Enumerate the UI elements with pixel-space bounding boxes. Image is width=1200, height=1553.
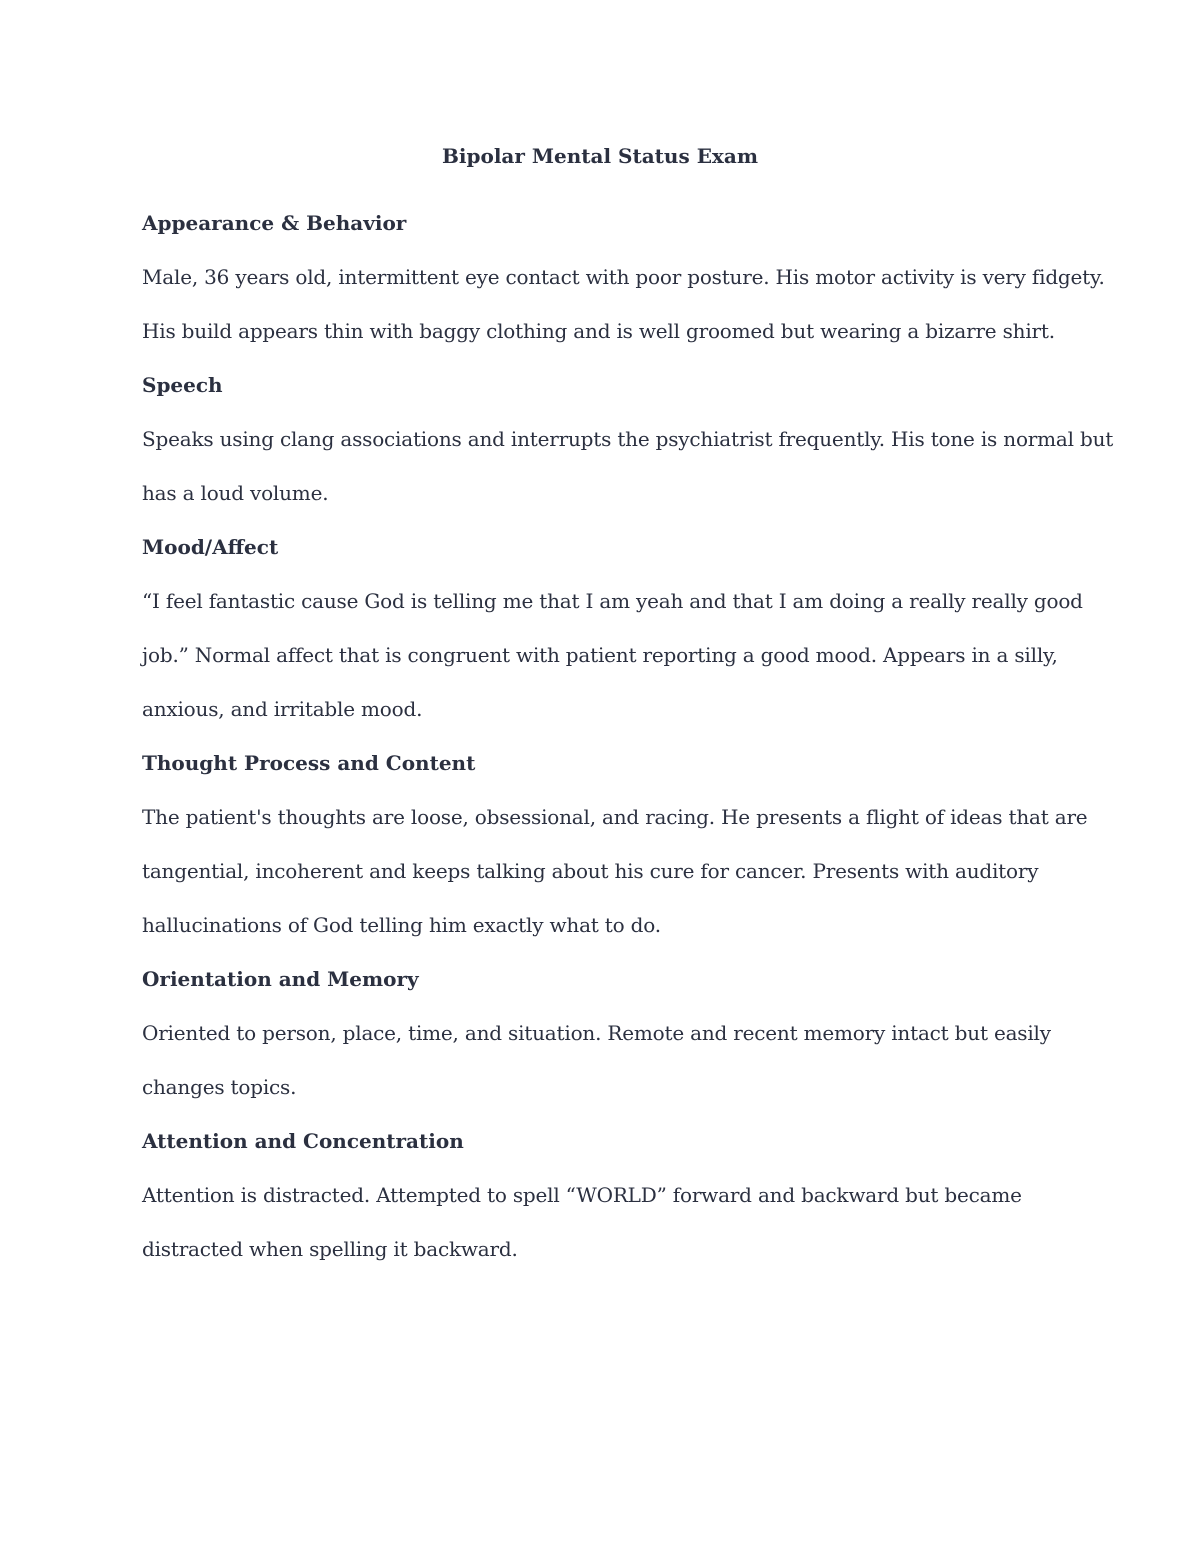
section-appearance-behavior — [142, 196, 1105, 358]
section-heading: Attention and Concentration — [142, 1129, 464, 1153]
paragraph-line: Male, 36 years old, intermittent eye contact with poor posture. His motor activity is very fidgety. — [142, 265, 1105, 289]
paragraph-line: Oriented to person, place, time, and situation. Remote and recent memory intact but easily — [142, 1021, 1051, 1045]
section-heading: Mood/Affect — [142, 535, 279, 559]
paragraph-line: changes topics. — [142, 1075, 297, 1099]
section-heading: Appearance & Behavior — [142, 211, 407, 235]
paragraph-line: His build appears thin with baggy clothing and is well groomed but wearing a bizarre shirt. — [142, 319, 1055, 343]
paragraph-line: Attention is distracted. Attempted to spell “WORLD” forward and backward but became — [142, 1183, 1022, 1207]
section-heading: Speech — [142, 373, 223, 397]
paragraph-line: job.” Normal affect that is congruent with patient reporting a good mood. Appears in a silly, — [142, 643, 1058, 667]
section-heading: Orientation and Memory — [142, 967, 419, 991]
paragraph-line: hallucinations of God telling him exactly what to do. — [142, 913, 661, 937]
paragraph-line: The patient's thoughts are loose, obsessional, and racing. He presents a flight of ideas that are — [142, 805, 1088, 829]
paragraph-line: tangential, incoherent and keeps talking about his cure for cancer. Presents with auditory — [142, 859, 1039, 883]
paragraph-line: has a loud volume. — [142, 481, 329, 505]
paragraph-line: Speaks using clang associations and interrupts the psychiatrist frequently. His tone is normal but — [142, 427, 1114, 451]
section-orientation-memory — [142, 952, 1062, 1114]
section-mood-affect — [142, 520, 1083, 736]
section-attention-concentration — [142, 1114, 1062, 1276]
section-thought-process — [142, 736, 1088, 952]
document-body — [142, 196, 1114, 1276]
section-heading: Thought Process and Content — [142, 751, 476, 775]
document-title: Bipolar Mental Status Exam — [442, 144, 758, 168]
paragraph-line: “I feel fantastic cause God is telling me that I am yeah and that I am doing a really really good — [142, 589, 1083, 613]
paragraph-line: distracted when spelling it backward. — [142, 1237, 518, 1261]
section-speech — [142, 358, 1114, 520]
paragraph-line: anxious, and irritable mood. — [142, 697, 423, 721]
